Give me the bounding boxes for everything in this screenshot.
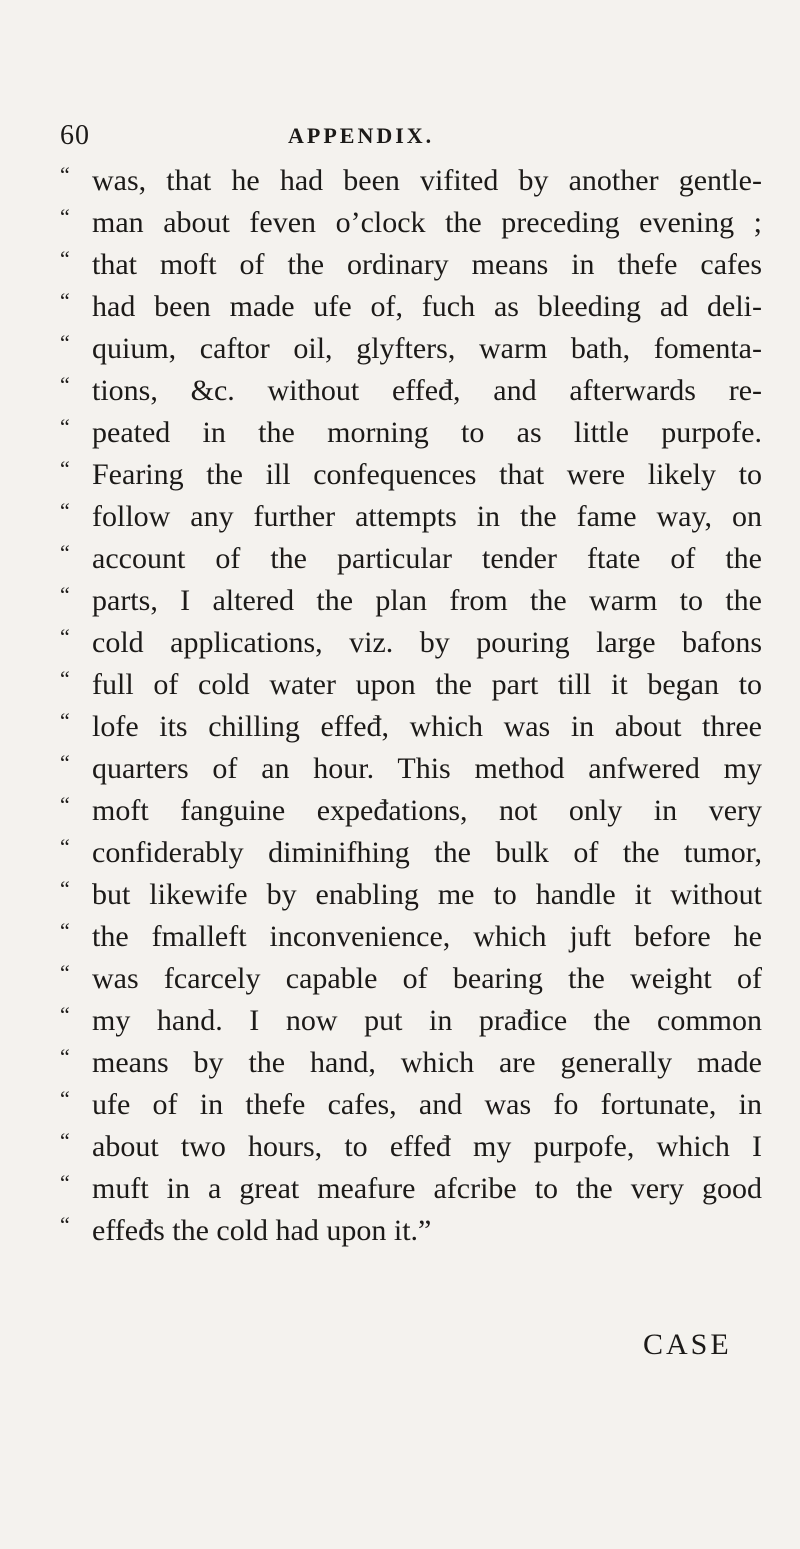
- text-line: [60, 370, 780, 412]
- line-text: about two hours, to effeđ my purpofe, which I: [92, 1130, 762, 1163]
- line-text: moft fanguine expeđations, not only in very: [92, 794, 762, 827]
- quote-mark: “: [60, 834, 70, 859]
- line-text: quium, caftor oil, glyfters, warm bath, fomenta-: [92, 332, 762, 365]
- line-text: was, that he had been vifited by another gentle-: [92, 164, 762, 197]
- quote-mark: “: [60, 1002, 70, 1027]
- text-line: [60, 874, 780, 916]
- line-text: confiderably diminifhing the bulk of the tumor,: [92, 836, 762, 869]
- text-line: [60, 958, 780, 1000]
- text-line: [60, 1000, 780, 1042]
- text-line: [60, 202, 780, 244]
- quote-mark: “: [60, 330, 70, 355]
- line-text: man about feven o’clock the preceding evening ;: [92, 206, 762, 239]
- quote-mark: “: [60, 1212, 70, 1237]
- quote-mark: “: [60, 1044, 70, 1069]
- line-text: lofe its chilling effeđ, which was in about three: [92, 710, 762, 743]
- text-line: [60, 412, 780, 454]
- text-line: [60, 496, 780, 538]
- text-line: [60, 286, 780, 328]
- text-line: [60, 664, 780, 706]
- page-number: 60: [60, 120, 90, 151]
- quote-mark: “: [60, 876, 70, 901]
- line-text: was fcarcely capable of bearing the weight of: [92, 962, 762, 995]
- text-line: [60, 538, 780, 580]
- quote-mark: “: [60, 540, 70, 565]
- text-line: [60, 1042, 780, 1084]
- quote-mark: “: [60, 162, 70, 187]
- quote-mark: “: [60, 624, 70, 649]
- body-text: [60, 160, 780, 1252]
- quote-mark: “: [60, 750, 70, 775]
- quote-mark: “: [60, 1128, 70, 1153]
- line-text: full of cold water upon the part till it began to: [92, 668, 762, 701]
- quote-mark: “: [60, 792, 70, 817]
- page-header: [60, 120, 660, 160]
- quote-mark: “: [60, 498, 70, 523]
- text-line: [60, 706, 780, 748]
- quote-mark: “: [60, 1170, 70, 1195]
- line-text: but likewife by enabling me to handle it without: [92, 878, 762, 911]
- text-line: [60, 748, 780, 790]
- text-line: [60, 1084, 780, 1126]
- line-text: had been made ufe of, fuch as bleeding ad deli-: [92, 290, 762, 323]
- quote-mark: “: [60, 582, 70, 607]
- text-line: [60, 622, 780, 664]
- quote-mark: “: [60, 960, 70, 985]
- text-line: [60, 1126, 780, 1168]
- catchword: CASE: [643, 1328, 732, 1361]
- quote-mark: “: [60, 666, 70, 691]
- line-text: my hand. I now put in prađice the common: [92, 1004, 762, 1037]
- line-text: quarters of an hour. This method anfwered my: [92, 752, 762, 785]
- line-text: account of the particular tender ftate of the: [92, 542, 762, 575]
- text-line: [60, 832, 780, 874]
- line-text: Fearing the ill confequences that were likely to: [92, 458, 762, 491]
- line-text: parts, I altered the plan from the warm to the: [92, 584, 762, 617]
- line-text: tions, &c. without effeđ, and afterwards re-: [92, 374, 762, 407]
- text-line: [60, 454, 780, 496]
- line-text: follow any further attempts in the fame way, on: [92, 500, 762, 533]
- text-line: [60, 328, 780, 370]
- line-text: the fmalleft inconvenience, which juft before he: [92, 920, 762, 953]
- text-line: [60, 1210, 780, 1252]
- quote-mark: “: [60, 918, 70, 943]
- text-line: [60, 580, 780, 622]
- quote-mark: “: [60, 1086, 70, 1111]
- running-head: APPENDIX.: [288, 123, 435, 148]
- quote-mark: “: [60, 456, 70, 481]
- text-line: [60, 1168, 780, 1210]
- line-text: effeđs the cold had upon it.”: [92, 1214, 432, 1247]
- text-line: [60, 160, 780, 202]
- text-line: [60, 916, 780, 958]
- text-line: [60, 244, 780, 286]
- line-text: means by the hand, which are generally made: [92, 1046, 762, 1079]
- quote-mark: “: [60, 246, 70, 271]
- line-text: muft in a great meafure afcribe to the very good: [92, 1172, 762, 1205]
- line-text: cold applications, viz. by pouring large bafons: [92, 626, 762, 659]
- quote-mark: “: [60, 708, 70, 733]
- line-text: that moft of the ordinary means in thefe cafes: [92, 248, 762, 281]
- line-text: peated in the morning to as little purpofe.: [92, 416, 762, 449]
- quote-mark: “: [60, 372, 70, 397]
- quote-mark: “: [60, 288, 70, 313]
- line-text: ufe of in thefe cafes, and was fo fortunate, in: [92, 1088, 762, 1121]
- quote-mark: “: [60, 204, 70, 229]
- text-line: [60, 790, 780, 832]
- quote-mark: “: [60, 414, 70, 439]
